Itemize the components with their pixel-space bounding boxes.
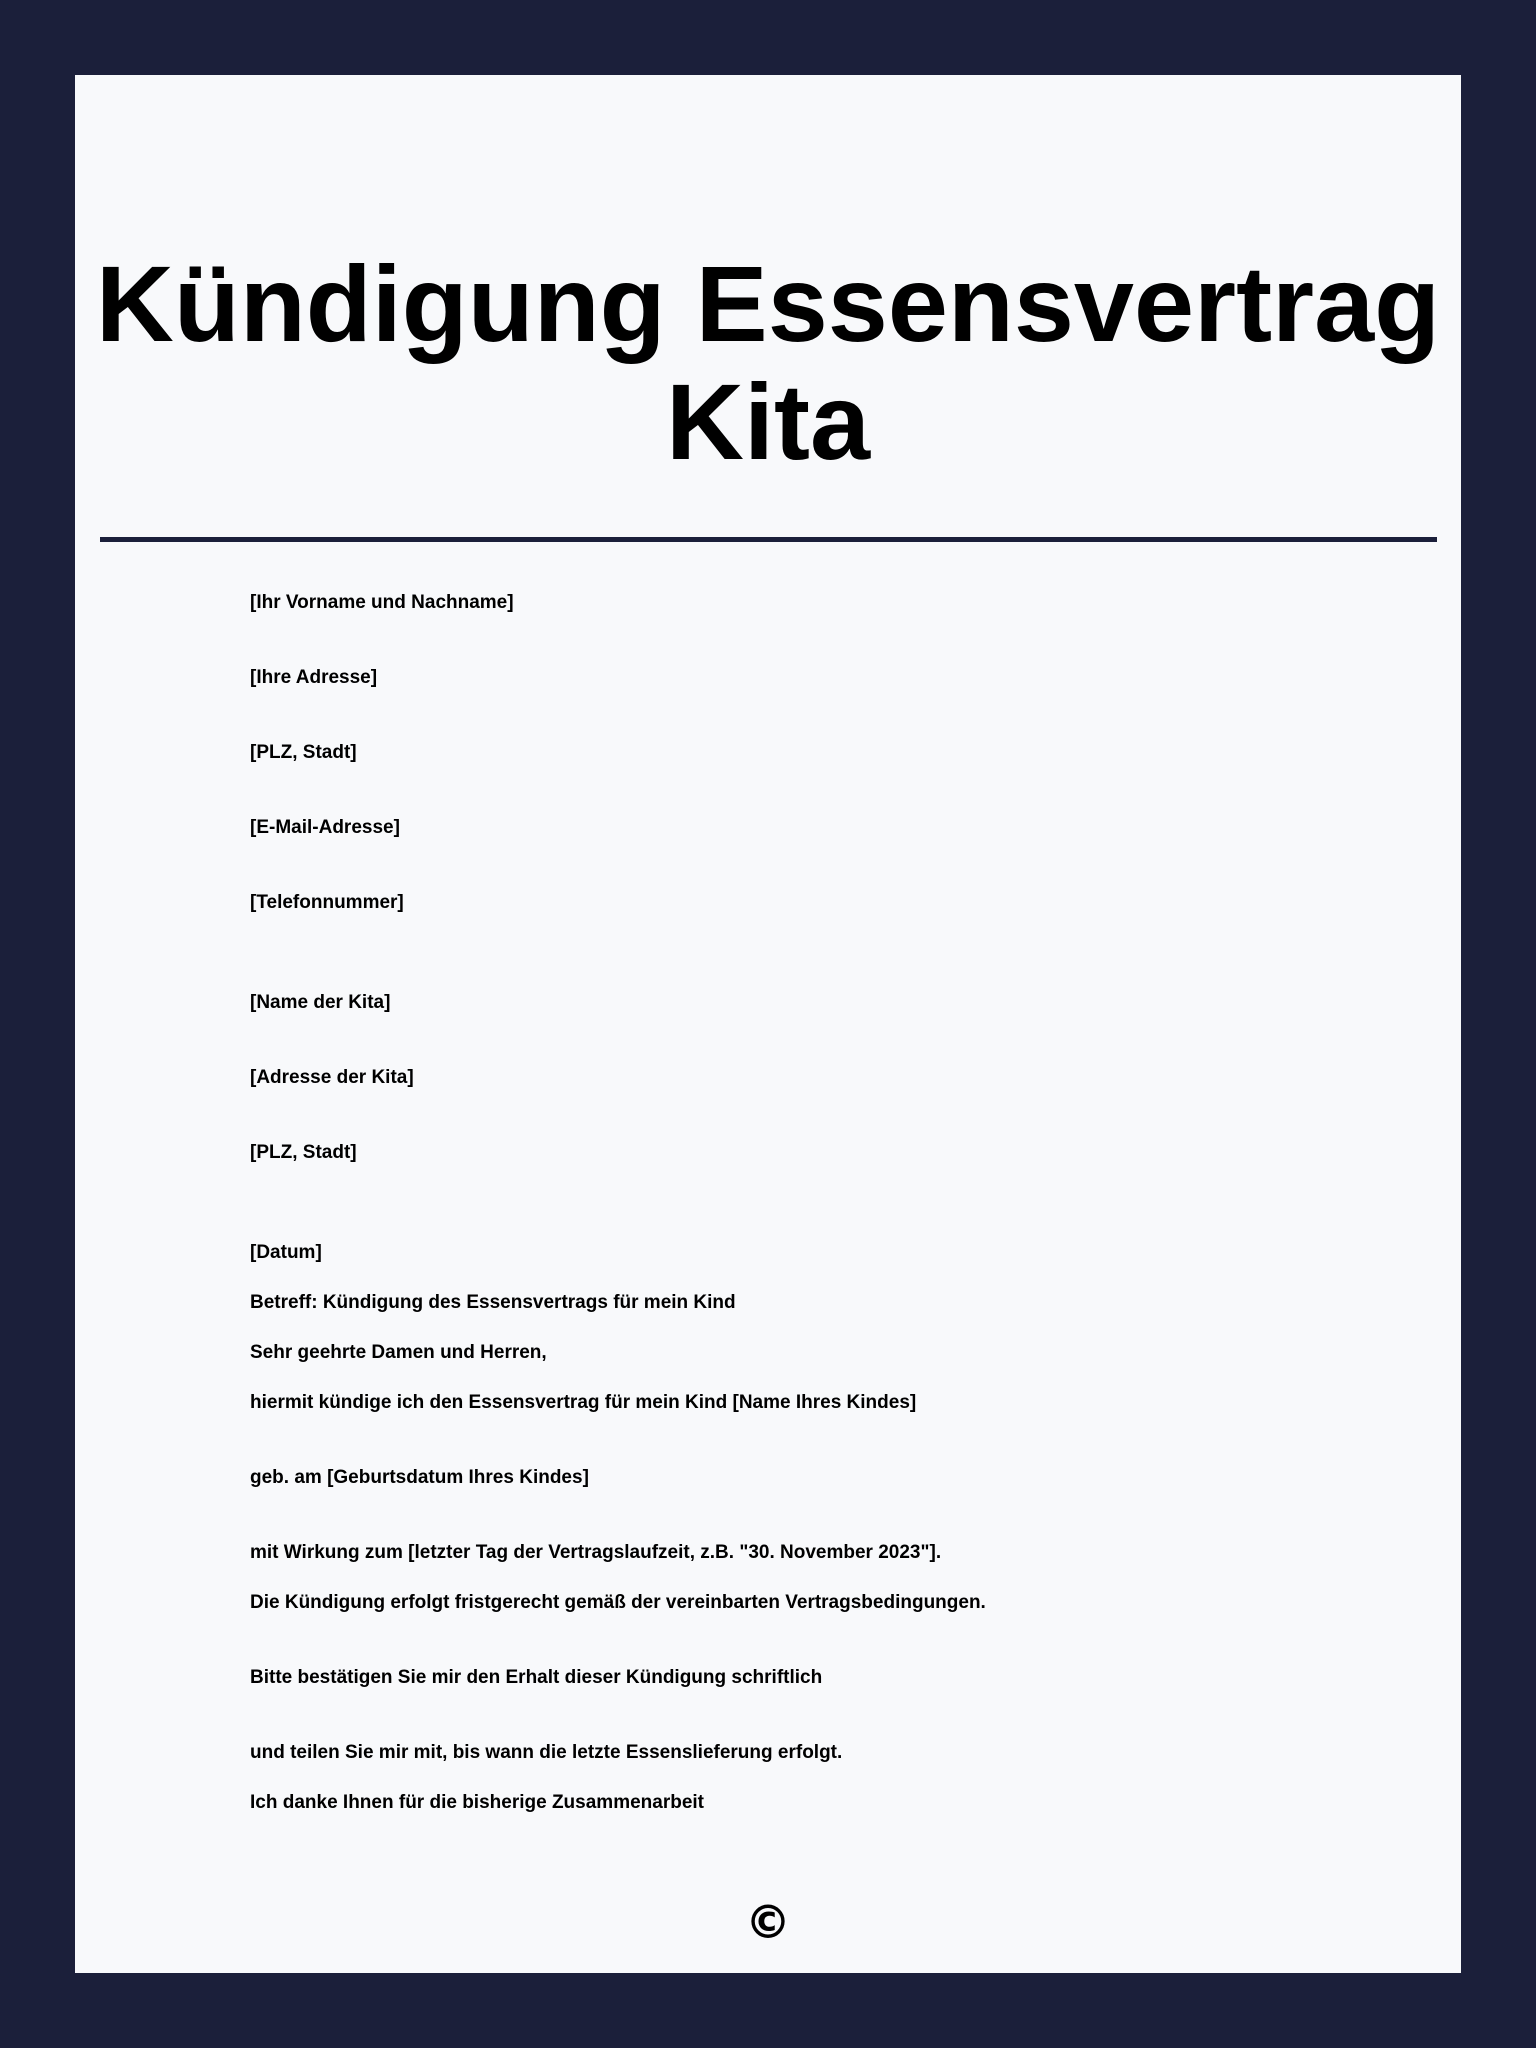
body-line: Die Kündigung erfolgt fristgerecht gemäß der vereinbarten Vertragsbedingungen. — [250, 1592, 986, 1613]
body-line: und teilen Sie mir mit, bis wann die letzte Essenslieferung erfolgt. — [250, 1742, 843, 1763]
letter-date: [Datum] — [250, 1242, 322, 1263]
copyright-icon: © — [745, 1895, 791, 1949]
body-line: geb. am [Geburtsdatum Ihres Kindes] — [250, 1467, 589, 1488]
body-line: Ich danke Ihnen für die bisherige Zusammenarbeit — [250, 1792, 704, 1813]
letter-page — [75, 75, 1461, 1973]
title-divider — [100, 537, 1437, 542]
recipient-address: [Adresse der Kita] — [250, 1067, 414, 1088]
recipient-name: [Name der Kita] — [250, 992, 391, 1013]
document-title — [75, 245, 1461, 481]
body-line: mit Wirkung zum [letzter Tag der Vertragslaufzeit, z.B. "30. November 2023"]. — [250, 1542, 942, 1563]
sender-address: [Ihre Adresse] — [250, 667, 378, 688]
sender-city: [PLZ, Stadt] — [250, 742, 357, 763]
body-line: hiermit kündige ich den Essensvertrag für mein Kind [Name Ihres Kindes] — [250, 1392, 917, 1413]
title-line-1: Kündigung Essensvertrag — [95, 243, 1441, 364]
sender-name: [Ihr Vorname und Nachname] — [250, 592, 514, 613]
letter-salutation: Sehr geehrte Damen und Herren, — [250, 1342, 547, 1363]
recipient-city: [PLZ, Stadt] — [250, 1142, 357, 1163]
title-line-2: Kita — [665, 361, 871, 482]
sender-email: [E-Mail-Adresse] — [250, 817, 400, 838]
body-line: Bitte bestätigen Sie mir den Erhalt dieser Kündigung schriftlich — [250, 1667, 823, 1688]
sender-phone: [Telefonnummer] — [250, 892, 404, 913]
letter-subject: Betreff: Kündigung des Essensvertrags für mein Kind — [250, 1292, 736, 1313]
